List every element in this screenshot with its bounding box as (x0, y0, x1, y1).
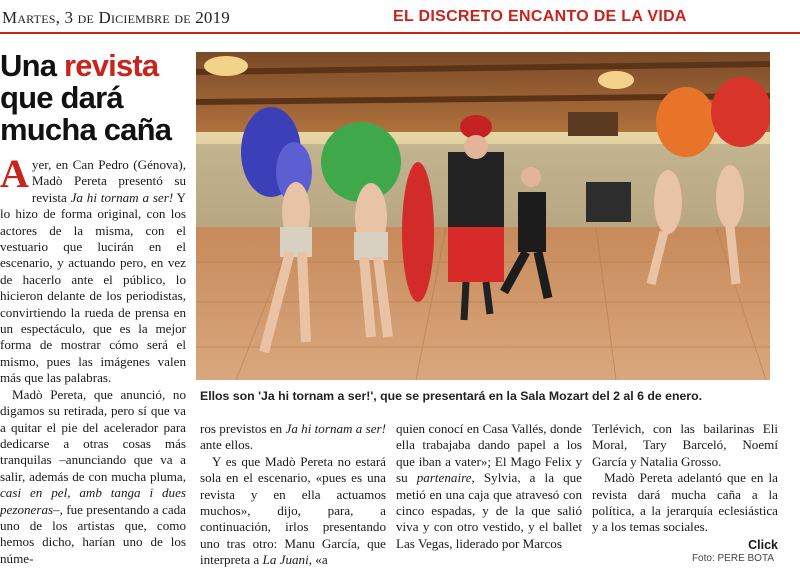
text-run: Y lo hizo de forma original, con los actores de la misma, con el vestuario que lucirán en el escenario, y actuando pero, en vez de hacerlo ante el público, lo hicieron delante de los periodistas, convirtiendo la rueda de prensa en un espectáculo, que es la mejor forma de mostrar cómo será el mismo, pues las imágenes valen más que las palabras. (0, 189, 186, 386)
text-run: ros previstos en (200, 421, 286, 436)
photo-credit: Foto: PERE BOTA (691, 553, 774, 564)
article-paragraph (0, 151, 186, 387)
italic-title: Ja hi tornam a ser! (70, 189, 174, 205)
article-column-4 (592, 421, 778, 553)
photo-caption: Ellos son 'Ja hi tornam a ser!', que se presentará en la Sala Mozart del 2 al 6 de enero. (200, 389, 703, 403)
article-paragraph (200, 454, 386, 569)
article-column-3 (396, 421, 582, 552)
headline-accent-word: revista (63, 48, 159, 83)
article-paragraph: Madò Pereta adelantó que en la revista dará mucha caña a la política, a la jerarquía eclesiástica y a los temas sociales. (592, 470, 778, 535)
article-headline (0, 50, 195, 146)
header-rule (0, 32, 800, 34)
page-header (0, 0, 800, 34)
headline-line-3: mucha caña (0, 112, 172, 147)
text-run: Y es que Madò Pereta no estará sola en el escenario, «pues es una revista y en ella actuamos muchos», dijo, para, a continuación, irlos presentando uno tras otro: Manu García, que interpreta a (200, 453, 386, 568)
italic-word: partenaire (416, 470, 472, 486)
text-run: ante ellos. (200, 437, 254, 453)
article-paragraph (396, 421, 582, 552)
article-paragraph (200, 421, 386, 454)
photo-illustration (196, 52, 770, 380)
article-photo (196, 52, 770, 380)
text-run: –, fue presentando a cada uno de los artistas que, como hemos dicho, harían uno de los núme- (0, 501, 186, 566)
article-column-1 (0, 151, 186, 567)
text-run: , «a (308, 552, 328, 568)
article-paragraph (0, 387, 186, 567)
italic-quote: casi en pel, amb tanga i dues pezoneras (0, 485, 186, 517)
text-run: Madò Pereta, que anunció, no digamos su retirada, pero sí que va a quitar el pie del acelerador para dedicarse a otras cosas más tranquilas –anunciando que va a salir, además de con mucha pluma, (0, 386, 186, 484)
issue-date: Martes, 3 de Diciembre de 2019 (2, 8, 231, 27)
section-title: EL DISCRETO ENCANTO DE LA VIDA (393, 8, 687, 25)
headline-part: Una (0, 48, 64, 83)
italic-name: La Juani (262, 552, 309, 568)
headline-line-2: que dará (0, 80, 123, 115)
article-column-2 (200, 421, 386, 569)
author-signature: Click (748, 537, 778, 552)
italic-title: Ja hi tornam a ser! (285, 421, 386, 436)
text-run: , Sylvia, a la que metió en una caja que atravesó con cinco espadas, y de la que salió viva y con otro vestido, y el ballet Las Vegas, liderado por Marcos (396, 470, 582, 551)
article-paragraph: Terlévich, con las bailarinas Eli Moral, Tary Barceló, Noemí García y Natalia Grosso. (592, 421, 778, 469)
drop-cap: A (0, 151, 29, 196)
text-run: quien conocí en Casa Vallés, donde ella trabajaba dando papel a los que iban a vater»; El Mago Felix y su (396, 421, 582, 486)
text-run: yer, en Can Pedro (Génova), Madò Pereta presentó su revista (31, 157, 186, 205)
